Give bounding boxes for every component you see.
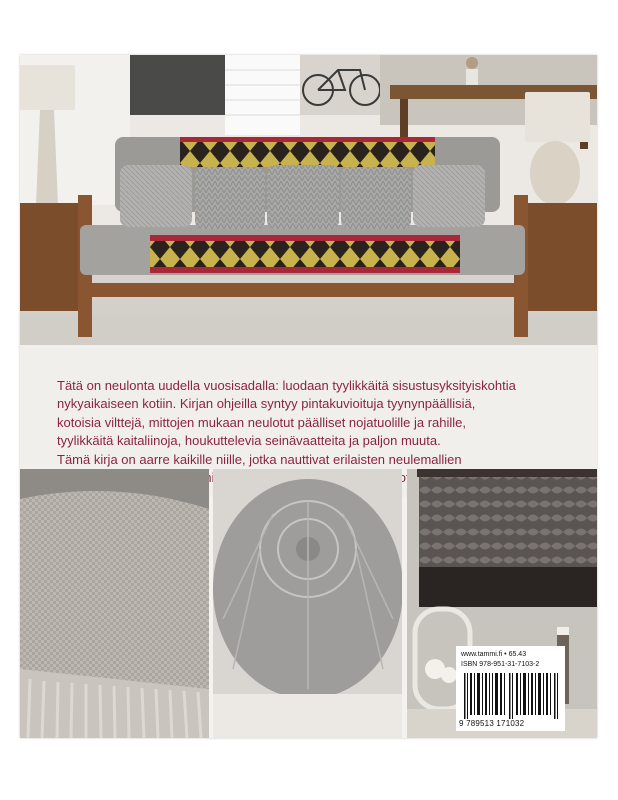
knitted-pouf-photo bbox=[213, 469, 402, 738]
publisher-price-line: www.tammi.fi • 65.43 bbox=[461, 651, 527, 658]
barcode-icon bbox=[464, 673, 559, 719]
barcode-digits: 9 789513 171032 bbox=[459, 719, 525, 728]
woven-throw-photo bbox=[20, 469, 209, 738]
book-description: Tätä on neulonta uudella vuosisadalla: luodaan tyylikkäitä sisustusyksityiskohtia nykyaikaiseen kotiin. Kirjan ohjeilla syntyy pintakuvioituja tyynynpäällisiä, kotoisia vilttejä, mittojen mukaan neulotut päälliset nojatuolille ja rahille, tyylikkäitä kaitaliinoja, houkuttelevia seinävaatteita ja paljon muuta. Tämä kirja on aarre kaikille niille, jotka nauttivat erilaisten neulemallien bbox=[57, 378, 516, 467]
living-room-photo bbox=[20, 55, 597, 345]
isbn-line: ISBN 978-951-31-7103-2 bbox=[461, 661, 540, 668]
book-back-cover bbox=[20, 55, 597, 738]
barcode-label bbox=[456, 646, 565, 731]
